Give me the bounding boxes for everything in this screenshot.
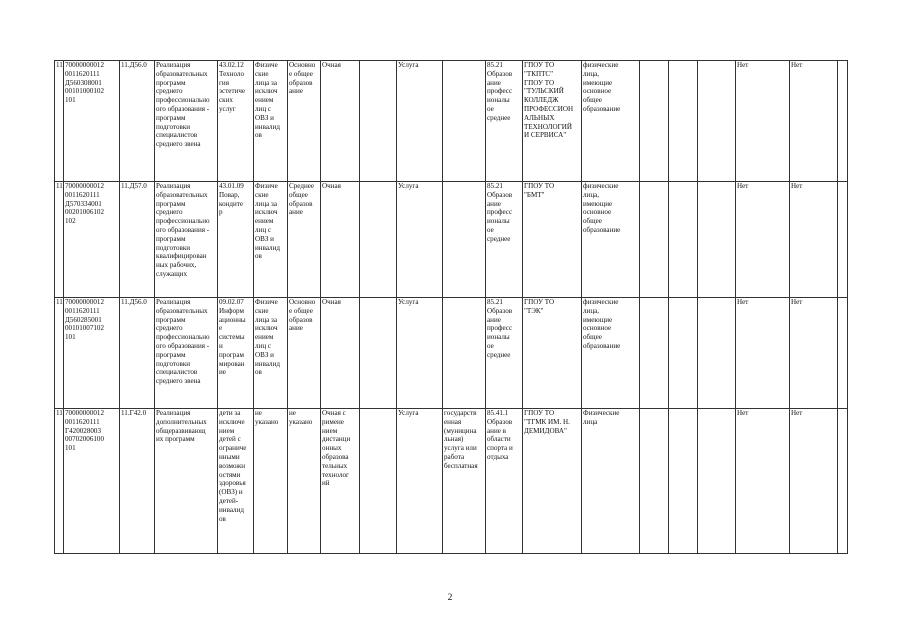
empty-cell (640, 409, 669, 554)
okved-cell: 85.41.1 Образов ание в области спорта и отдыха (486, 409, 523, 554)
specialty-cell: 43.02.12 Техноло гия эстетиче ских услуг (218, 61, 254, 182)
table-row (55, 61, 848, 182)
flag-cell-1: Нет (736, 61, 790, 182)
specialty-cell: 43.01.09 Повар, кондите р (218, 182, 254, 298)
empty-cell (669, 409, 698, 554)
consumers-cell: физические лица, имеющие основное общее образование (582, 61, 640, 182)
empty-cell (838, 61, 848, 182)
category-cell: Физиче ские лица за исключ ением лиц с ОВЗ и инвалид ов (254, 182, 288, 298)
type-cell: Услуга (397, 182, 443, 298)
provider-cell: ГПОУ ТО "ТКПТС" ГПОУ ТО "ТУЛЬСКИЙ КОЛЛЕДЖ ПРОФЕССИОН АЛЬНЫХ ТЕХНОЛОГИЙ И СЕРВИСА" (523, 61, 582, 182)
category-cell: Физиче ские лица за исключ ением лиц с ОВЗ и инвалид ов (254, 298, 288, 409)
flag-cell-2: Нет (790, 182, 838, 298)
form-cell: Очная (321, 182, 360, 298)
service-name-cell: Реализация образовательных программ среднего профессионально ого образования - программ подготовки специалистов среднего звена (155, 298, 218, 409)
provider-cell: ГПОУ ТО "ТГМК ИМ. Н. ДЕМИДОВА" (523, 409, 582, 554)
table-row (55, 182, 848, 298)
empty-cell (698, 409, 736, 554)
payment-cell (443, 298, 486, 409)
okved-cell: 85.21 Образов ание професс ионалы ое среднее (486, 182, 523, 298)
empty-cell (640, 298, 669, 409)
education-base-cell: Основно е общее образов ание (288, 298, 321, 409)
registry-number-cell: 70000000012 0011620111 Д570334001 00201006102 102 (64, 182, 120, 298)
empty-cell (669, 61, 698, 182)
table-row (55, 409, 848, 554)
service-code-cell: 11.Г42.0 (120, 409, 155, 554)
page-number: 2 (447, 593, 453, 603)
service-code-cell: 11.Д56.0 (120, 298, 155, 409)
empty-cell (838, 182, 848, 298)
registry-number-cell: 70000000012 0011620111 Г420028003 00702006100 101 (64, 409, 120, 554)
flag-cell-1: Нет (736, 182, 790, 298)
payment-cell: государств енная (муницина льная) услуга или работа бесплатная (443, 409, 486, 554)
row-number-cell: 11 (55, 409, 64, 554)
form-cell: Очная (321, 298, 360, 409)
registry-number-cell: 70000000012 0011620111 Д560285001 00101007102 101 (64, 298, 120, 409)
flag-cell-2: Нет (790, 298, 838, 409)
education-base-cell: не указано (288, 409, 321, 554)
education-base-cell: Основно е общее образов ание (288, 61, 321, 182)
provider-cell: ГПОУ ТО "БМТ" (523, 182, 582, 298)
type-cell: Услуга (397, 409, 443, 554)
table-row (55, 298, 848, 409)
empty-cell (360, 182, 397, 298)
form-cell: Очная (321, 61, 360, 182)
category-cell: не указано (254, 409, 288, 554)
row-number-cell: 11 (55, 298, 64, 409)
empty-cell (669, 182, 698, 298)
empty-cell (698, 182, 736, 298)
payment-cell (443, 61, 486, 182)
flag-cell-1: Нет (736, 298, 790, 409)
education-base-cell: Среднее общее образов ание (288, 182, 321, 298)
flag-cell-2: Нет (790, 61, 838, 182)
provider-cell: ГПОУ ТО "ТЭК" (523, 298, 582, 409)
row-number-cell: 11 (55, 182, 64, 298)
consumers-cell: физические лица, имеющие основное общее образование (582, 298, 640, 409)
row-number-cell: 11 (55, 61, 64, 182)
service-name-cell: Реализация образовательных программ среднего профессионально ого образования - программ подготовки квалифицирован ных рабочих, служащих (155, 182, 218, 298)
empty-cell (640, 61, 669, 182)
type-cell: Услуга (397, 61, 443, 182)
flag-cell-1: Нет (736, 409, 790, 554)
flag-cell-2: Нет (790, 409, 838, 554)
specialty-cell: 09.02.07 Информ ационны е системы и програм мирован ие (218, 298, 254, 409)
empty-cell (669, 298, 698, 409)
registry-table (54, 60, 848, 554)
empty-cell (360, 61, 397, 182)
okved-cell: 85.21 Образов ание професс ионалы ое среднее (486, 298, 523, 409)
empty-cell (360, 298, 397, 409)
registry-number-cell: 70000000012 0011620111 Д560308001 00101000102 101 (64, 61, 120, 182)
consumers-cell: физические лица, имеющие основное общее образование (582, 182, 640, 298)
payment-cell (443, 182, 486, 298)
empty-cell (838, 409, 848, 554)
empty-cell (640, 182, 669, 298)
consumers-cell: Физические лица (582, 409, 640, 554)
type-cell: Услуга (397, 298, 443, 409)
service-code-cell: 11.Д56.0 (120, 61, 155, 182)
empty-cell (360, 409, 397, 554)
empty-cell (698, 298, 736, 409)
empty-cell (698, 61, 736, 182)
form-cell: Очная с римене нием дистанци онных образова тельных технолог ий (321, 409, 360, 554)
service-name-cell: Реализация дополнительных общеразвивающ их программ (155, 409, 218, 554)
service-name-cell: Реализация образовательных программ среднего профессионально ого образования - программ подготовки специалистов среднего звена (155, 61, 218, 182)
specialty-cell: дети за исключе нием детей с ограниче нными возможн остями здоровья (ОВЗ) и детей- инвалид ов (218, 409, 254, 554)
category-cell: Физиче ские лица за исключ ением лиц с ОВЗ и инвалид ов (254, 61, 288, 182)
service-code-cell: 11.Д57.0 (120, 182, 155, 298)
empty-cell (838, 298, 848, 409)
okved-cell: 85.21 Образов ание професс ионалы ое среднее (486, 61, 523, 182)
